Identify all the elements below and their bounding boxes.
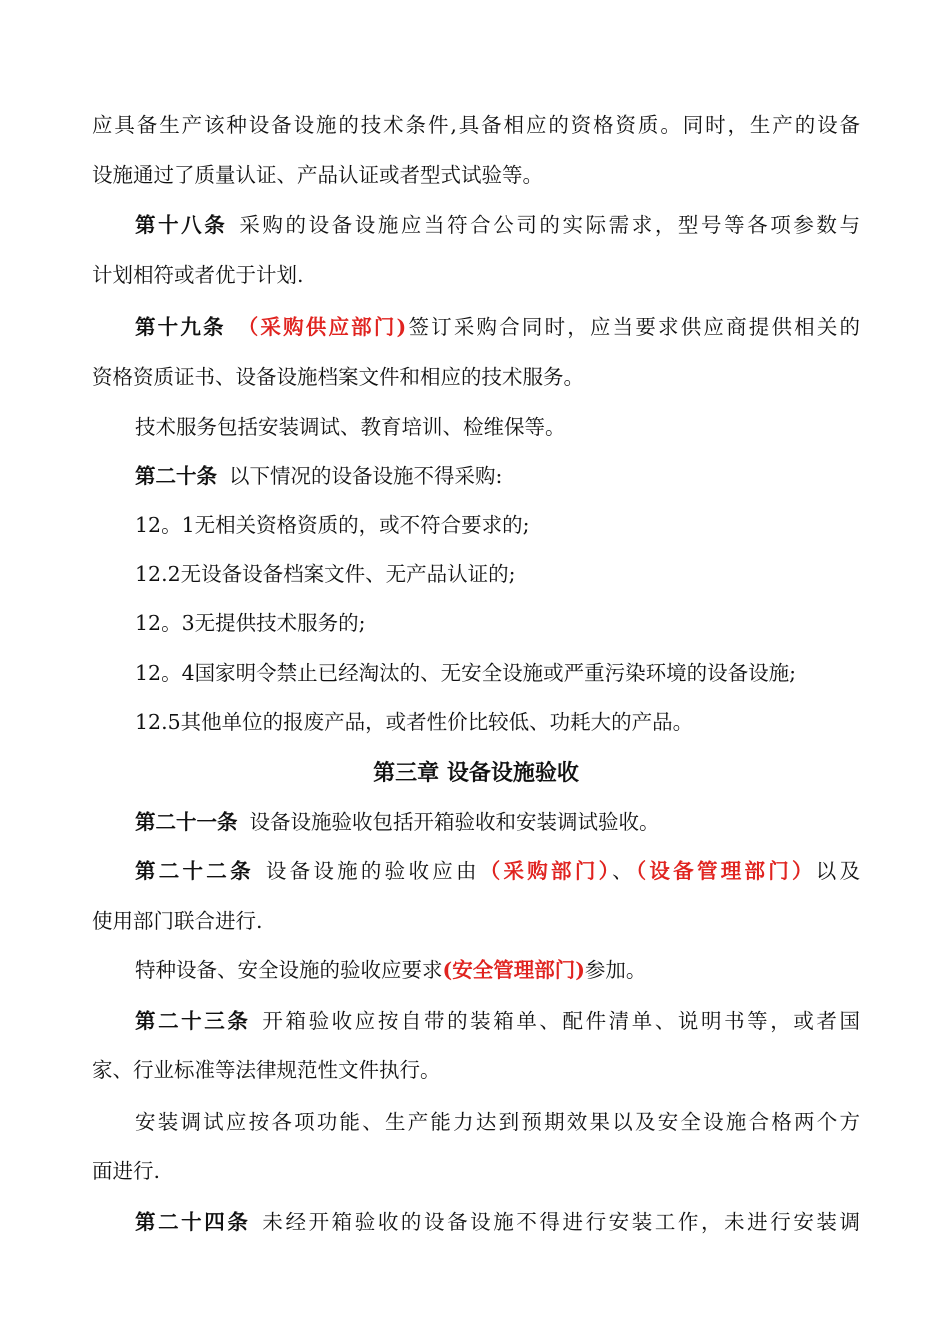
article-text: 采购的设备设施应当符合公司的实际需求，型号等各项参数与: [239, 213, 861, 237]
list-item: 12.2无设备设备档案文件、无产品认证的;: [135, 562, 516, 586]
article-label: 第十九条: [135, 315, 226, 339]
list-item: 12.5其他单位的报废产品，或者性价比较低、功耗大的产品。: [135, 710, 694, 734]
department-highlight: （采购供应部门): [237, 315, 407, 339]
article-label: 第二十条: [135, 464, 217, 488]
paragraph-line: 家、行业标准等法律规范性文件执行。: [92, 1058, 441, 1082]
article-label: 第二十二条: [135, 859, 254, 883]
paragraph-text: 特种设备、安全设施的验收应要求: [135, 958, 443, 982]
article-text: 设备设施的验收应由: [265, 859, 480, 883]
list-item: 12。4国家明令禁止已经淘汰的、无安全设施或严重污染环境的设备设施;: [135, 661, 797, 685]
paragraph-line: 使用部门联合进行.: [92, 909, 263, 933]
department-highlight: (安全管理部门): [442, 958, 585, 982]
article-19: [92, 302, 860, 352]
paragraph-line: 资格资质证书、设备设施档案文件和相应的技术服务。: [92, 365, 584, 389]
article-text: 未经开箱验收的设备设施不得进行安装工作，未进行安装调: [262, 1210, 861, 1234]
article-20: [92, 451, 860, 501]
article-21: [92, 797, 860, 847]
paragraph-line: 技术服务包括安装调试、教育培训、检维保等。: [135, 415, 566, 439]
separator: 、: [612, 859, 636, 883]
article-22: [92, 846, 860, 896]
special-equipment-paragraph: [92, 945, 860, 995]
department-highlight: （采购部门）: [479, 859, 613, 883]
paragraph-line: 安装调试应按各项功能、生产能力达到预期效果以及安全设施合格两个方: [135, 1110, 860, 1134]
department-highlight: （设备管理部门）: [635, 859, 816, 883]
article-label: 第二十一条: [135, 810, 238, 834]
chapter-title: 第三章 设备设施验收: [373, 760, 579, 786]
paragraph-line: 面进行.: [92, 1159, 161, 1183]
article-label: 第二十四条: [135, 1210, 251, 1234]
paragraph-line: 设施通过了质量认证、产品认证或者型式试验等。: [92, 163, 543, 187]
article-text: 以及: [815, 859, 861, 883]
article-23: [92, 996, 860, 1046]
article-text: 设备设施验收包括开箱验收和安装调试验收。: [249, 810, 660, 834]
list-item: 12。3无提供技术服务的;: [135, 611, 366, 635]
article-label: 第二十三条: [135, 1009, 251, 1033]
paragraph-line: 应具备生产该种设备设施的技术条件,具备相应的资格资质。同时，生产的设备: [92, 113, 860, 137]
paragraph-line: 计划相符或者优于计划.: [92, 263, 304, 287]
paragraph-text: 参加。: [584, 958, 647, 982]
article-18: [92, 200, 860, 250]
list-item: 12。1无相关资格资质的，或不符合要求的;: [135, 513, 530, 537]
article-text: 签订采购合同时，应当要求供应商提供相关的: [406, 315, 861, 339]
article-24: [92, 1197, 860, 1247]
article-text: 开箱验收应按自带的装箱单、配件清单、说明书等，或者国: [262, 1009, 861, 1033]
article-text: 以下情况的设备设施不得采购:: [229, 464, 503, 488]
article-label: 第十八条: [135, 213, 228, 237]
